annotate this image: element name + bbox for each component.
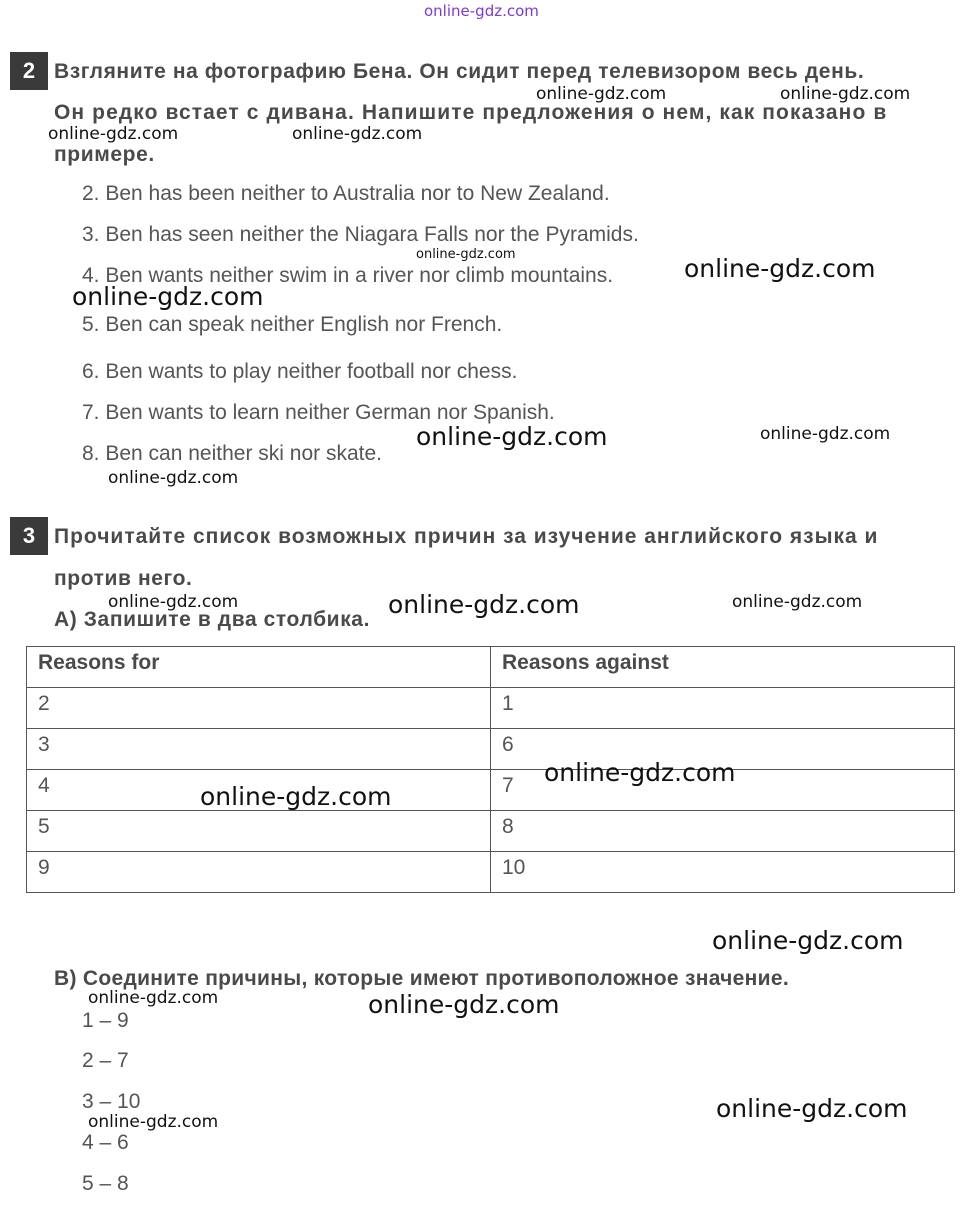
watermark: online-gdz.com [684,254,876,283]
task-3-part-b: В) Соедините причины, которые имеют противоположное значение. [54,967,789,990]
watermark: online-gdz.com [544,758,736,787]
watermark: online-gdz.com [416,247,516,262]
task-2-item: 8. Ben can neither ski nor skate. [82,442,382,465]
task-2-item: 7. Ben wants to learn neither German nor Spanish. [82,401,555,424]
top-watermark: online-gdz.com [424,2,539,20]
table-cell: 8 [491,811,955,852]
task-3-title-line-1: Прочитайте список возможных причин за изучение английского языка и [54,525,879,548]
table-row [27,770,955,811]
task-2-item: 5. Ben can speak neither English nor French. [82,313,503,336]
task-2-number-badge: 2 [10,52,48,90]
watermark: online-gdz.com [388,590,580,619]
header-reasons-against: Reasons against [491,647,955,688]
table-cell: 1 [491,688,955,729]
watermark: online-gdz.com [416,422,608,451]
table-cell: 10 [491,852,955,893]
task-2-title-line-2: Он редко встает с дивана. Напишите предложения о нем, как показано в [54,101,888,124]
watermark: online-gdz.com [292,124,423,144]
watermark: online-gdz.com [88,1112,219,1132]
match-item: 3 – 10 [82,1090,141,1113]
watermark: online-gdz.com [716,1094,908,1123]
table-row [27,729,955,770]
watermark: online-gdz.com [760,424,891,444]
reasons-table [26,646,955,893]
header-reasons-for: Reasons for [27,647,491,688]
watermark: online-gdz.com [48,124,179,144]
task-2-item: 6. Ben wants to play neither football nor chess. [82,360,518,383]
match-item: 2 – 7 [82,1049,129,1072]
table-header-row [27,647,955,688]
watermark: online-gdz.com [108,468,239,488]
match-item: 4 – 6 [82,1131,129,1154]
watermark: online-gdz.com [780,84,911,104]
watermark: online-gdz.com [88,988,219,1008]
match-item: 5 – 8 [82,1172,129,1195]
task-2-item: 4. Ben wants neither swim in a river nor climb mountains. [82,264,614,287]
watermark: online-gdz.com [108,592,239,612]
match-item: 1 – 9 [82,1009,129,1032]
watermark: online-gdz.com [368,990,560,1019]
table-cell: 7 [491,770,955,811]
table-cell: 9 [27,852,491,893]
watermark: online-gdz.com [732,592,863,612]
table-cell: 5 [27,811,491,852]
task-2-item: 2. Ben has been neither to Australia nor to New Zealand. [82,182,610,205]
task-2-title-line-3: примере. [54,143,155,166]
watermark: online-gdz.com [712,926,904,955]
task-2-title-line-1: Взгляните на фотографию Бена. Он сидит перед телевизором весь день. [54,60,865,83]
task-3-part-a: А) Запишите в два столбика. [54,608,371,631]
watermark: online-gdz.com [536,84,667,104]
watermark: online-gdz.com [200,782,392,811]
table-cell: 2 [27,688,491,729]
table-row [27,688,955,729]
table-cell: 6 [491,729,955,770]
table-row [27,811,955,852]
watermark: online-gdz.com [72,282,264,311]
task-3-number-badge: 3 [10,517,48,555]
table-row [27,852,955,893]
table-cell: 3 [27,729,491,770]
task-3-title-line-2: против него. [54,567,193,590]
task-2-item: 3. Ben has seen neither the Niagara Falls nor the Pyramids. [82,223,639,246]
table-cell: 4 [27,770,491,811]
